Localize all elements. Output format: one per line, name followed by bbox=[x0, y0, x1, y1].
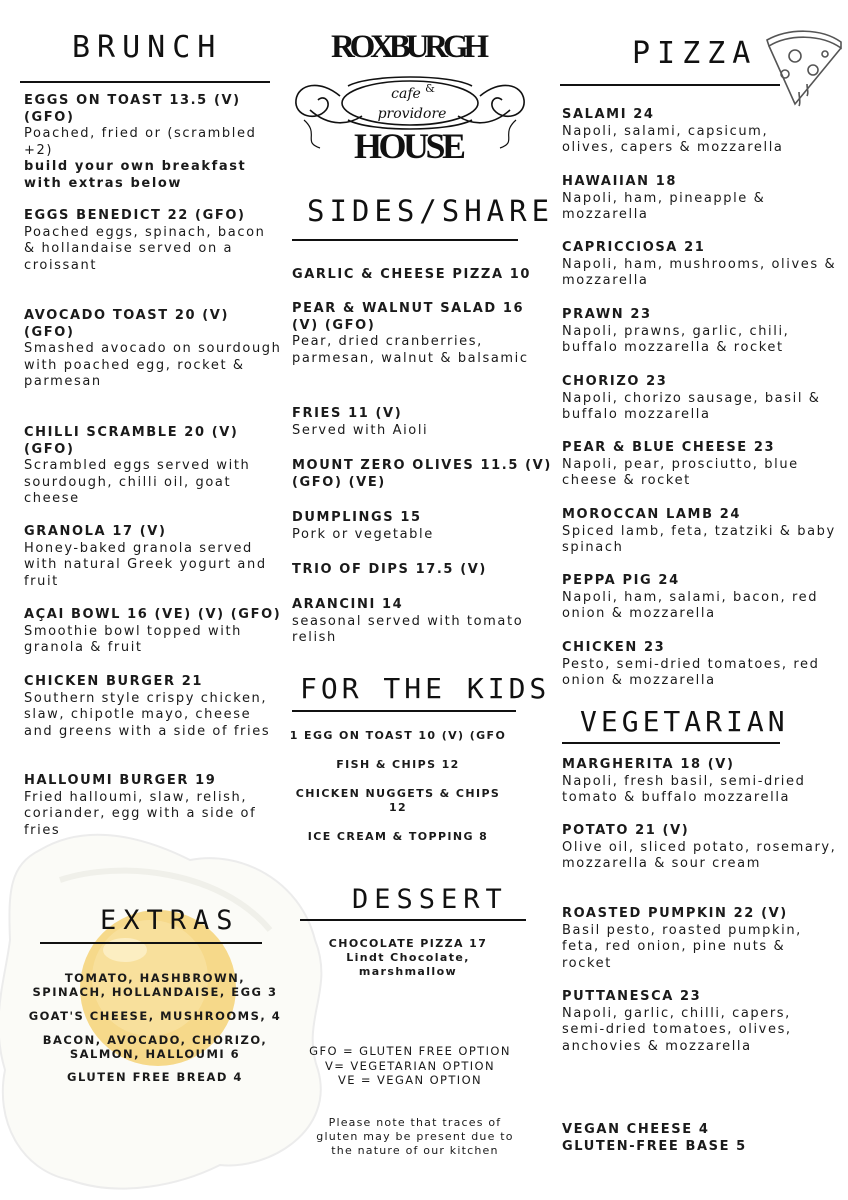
menu-item: MARGHERITA 18 (V) Napoli, fresh basil, semi-dried tomato & buffalo mozzarella bbox=[562, 757, 806, 805]
menu-item: POTATO 21 (V) Olive oil, sliced potato, rosemary, mozzarella & sour cream bbox=[562, 823, 837, 871]
menu-item: ROASTED PUMPKIN 22 (V) Basil pesto, roasted pumpkin, feta, red onion, pine nuts & rocket bbox=[562, 906, 802, 971]
dessert-heading: DESSERT bbox=[352, 884, 508, 915]
pizza-divider bbox=[560, 84, 780, 86]
menu-item: CHORIZO 23 Napoli, chorizo sausage, basil & buffalo mozzarella bbox=[562, 374, 821, 422]
menu-item: PEAR & WALNUT SALAD 16 (V) (GFO) Pear, dried cranberries, parmesan, walnut & balsamic bbox=[292, 301, 529, 366]
extras-item: TOMATO, HASHBROWN, SPINACH, HOLLANDAISE, EGG 3 bbox=[32, 971, 278, 999]
kids-heading: FOR THE KIDS bbox=[300, 672, 551, 705]
dessert-item-name: CHOCOLATE PIZZA 17 bbox=[328, 937, 488, 950]
dessert-item-desc: Lindt Chocolate, marshmallow bbox=[346, 951, 470, 978]
dessert-item bbox=[288, 937, 528, 979]
dietary-legend: GFO = GLUTEN FREE OPTION V= VEGETARIAN OPTION VE = VEGAN OPTION bbox=[309, 1044, 511, 1087]
kids-item: CHICKEN NUGGETS & CHIPS 12 bbox=[295, 787, 501, 814]
extras-item: GLUTEN FREE BREAD 4 bbox=[67, 1070, 243, 1084]
pizza-addons bbox=[562, 1122, 837, 1155]
menu-item: GARLIC & CHEESE PIZZA 10 bbox=[292, 267, 532, 282]
menu-item: PUTTANESCA 23 Napoli, garlic, chilli, capers, semi-dried tomatoes, olives, anchovies & mozzarella bbox=[562, 989, 792, 1054]
menu-item: PRAWN 23 Napoli, prawns, garlic, chili, buffalo mozzarella & rocket bbox=[562, 307, 790, 355]
menu-item: PEAR & BLUE CHEESE 23 Napoli, pear, prosciutto, blue cheese & rocket bbox=[562, 440, 799, 488]
logo-providore: providore bbox=[377, 106, 447, 122]
menu-item: CHICKEN 23 Pesto, semi-dried tomatoes, red onion & mozzarella bbox=[562, 640, 820, 688]
menu-item: CAPRICCIOSA 21 Napoli, ham, mushrooms, olives & mozzarella bbox=[562, 240, 837, 288]
gluten-free-base-addon: GLUTEN-FREE BASE 5 bbox=[562, 1138, 747, 1154]
menu-item: SALAMI 24 Napoli, salami, capsicum, olives, capers & mozzarella bbox=[562, 107, 784, 155]
vegetarian-heading: VEGETARIAN bbox=[580, 705, 789, 738]
menu-item: GRANOLA 17 (V) Honey-baked granola served with natural Greek yogurt and fruit bbox=[24, 524, 267, 589]
sides-heading: SIDES/SHARE bbox=[307, 194, 555, 228]
logo-ampersand: & bbox=[425, 82, 435, 95]
logo-house: HOUSE bbox=[354, 126, 466, 166]
menu-item: ARANCINI 14 seasonal served with tomato relish bbox=[292, 597, 524, 645]
menu-item: MOUNT ZERO OLIVES 11.5 (V) (GFO) (VE) bbox=[292, 458, 552, 490]
menu-item: HAWAIIAN 18 Napoli, ham, pineapple & mozzarella bbox=[562, 174, 766, 222]
kids-item: FISH & CHIPS 12 bbox=[336, 758, 460, 771]
menu-item: PEPPA PIG 24 Napoli, ham, salami, bacon, red onion & mozzarella bbox=[562, 573, 819, 621]
extras-item: GOAT'S CHEESE, MUSHROOMS, 4 bbox=[28, 1009, 282, 1023]
extras-item: BACON, AVOCADO, CHORIZO, SALMON, HALLOUMI 6 bbox=[42, 1033, 268, 1061]
roxburgh-house-logo bbox=[290, 24, 530, 166]
menu-item: AÇAI BOWL 16 (VE) (V) (GFO) Smoothie bowl topped with granola & fruit bbox=[24, 607, 282, 655]
pizza-slice-icon bbox=[755, 26, 847, 110]
menu-item: DUMPLINGS 15 Pork or vegetable bbox=[292, 510, 434, 542]
menu-item: TRIO OF DIPS 17.5 (V) bbox=[292, 562, 487, 577]
kids-item: 1 EGG ON TOAST 10 (V) (GFO bbox=[289, 729, 507, 742]
extras-divider bbox=[40, 942, 262, 944]
menu-item: HALLOUMI BURGER 19 Fried halloumi, slaw, relish, coriander, egg with a side of fries bbox=[24, 773, 257, 838]
logo-cafe: cafe bbox=[391, 86, 421, 102]
menu-item: AVOCADO TOAST 20 (V) (GFO) Smashed avocado on sourdough with poached egg, rocket & parmesan bbox=[24, 308, 282, 389]
kids-item: ICE CREAM & TOPPING 8 bbox=[307, 830, 489, 843]
brunch-divider bbox=[20, 81, 270, 83]
menu-item: MOROCCAN LAMB 24 Spiced lamb, feta, tzatziki & baby spinach bbox=[562, 507, 836, 555]
brunch-heading: BRUNCH bbox=[72, 30, 223, 65]
dessert-divider bbox=[300, 919, 526, 921]
pizza-heading: PIZZA bbox=[632, 36, 758, 71]
menu-item: EGGS ON TOAST 13.5 (V) (GFO) Poached, fried or (scrambled +2) build your own breakfast with extras below bbox=[24, 93, 257, 191]
vegan-cheese-addon: VEGAN CHEESE 4 bbox=[562, 1122, 710, 1137]
vegetarian-divider bbox=[562, 742, 780, 744]
sides-divider bbox=[292, 239, 518, 241]
menu-item: EGGS BENEDICT 22 (GFO) Poached eggs, spinach, bacon & hollandaise served on a croissant bbox=[24, 208, 266, 273]
menu-item: CHILLI SCRAMBLE 20 (V) (GFO) Scrambled eggs served with sourdough, chilli oil, goat cheese bbox=[24, 425, 251, 506]
logo-roxburgh: ROXBURGH bbox=[331, 29, 489, 65]
kids-divider bbox=[292, 710, 516, 712]
extras-heading: EXTRAS bbox=[100, 905, 240, 936]
menu-item: FRIES 11 (V) Served with Aioli bbox=[292, 406, 429, 438]
allergen-note: Please note that traces of gluten may be present due to the nature of our kitchen bbox=[316, 1116, 514, 1157]
menu-item: CHICKEN BURGER 21 Southern style crispy chicken, slaw, chipotle mayo, cheese and greens with a side of fries bbox=[24, 674, 271, 739]
